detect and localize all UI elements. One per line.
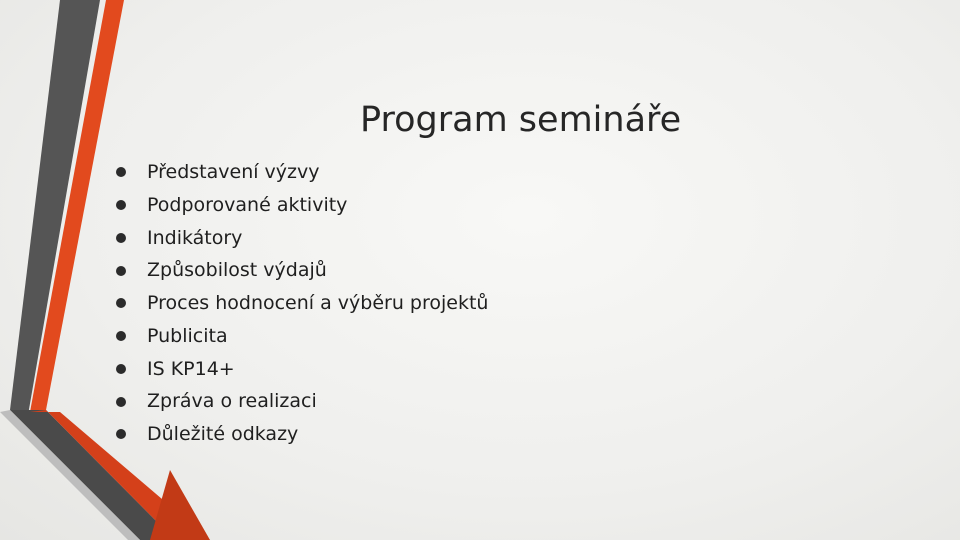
bullet-text: Indikátory bbox=[147, 226, 243, 249]
bullet-text: Proces hodnocení a výběru projektů bbox=[147, 292, 489, 314]
bullet-dot-icon bbox=[116, 429, 126, 439]
bullet-text: Způsobilost výdajů bbox=[147, 259, 327, 282]
bullet-dot-icon bbox=[116, 167, 126, 177]
bullet-dot-icon bbox=[116, 266, 126, 276]
bullet-text: Důležité odkazy bbox=[147, 423, 299, 445]
slide-title: Program semináře bbox=[360, 100, 682, 140]
bullet-dot-icon bbox=[116, 233, 126, 243]
bullet-dot-icon bbox=[116, 200, 126, 210]
bullet-list bbox=[116, 156, 488, 451]
bullet-item bbox=[116, 385, 488, 418]
bullet-dot-icon bbox=[116, 364, 126, 374]
bullet-item bbox=[116, 320, 488, 353]
bullet-dot-icon bbox=[116, 298, 126, 308]
bullet-text: Představení výzvy bbox=[147, 161, 320, 183]
bullet-text: Publicita bbox=[147, 324, 228, 347]
bullet-text: Podporované aktivity bbox=[147, 193, 348, 216]
bullet-item bbox=[116, 418, 488, 451]
bullet-item bbox=[116, 287, 488, 320]
bullet-item bbox=[116, 254, 488, 287]
bullet-item bbox=[116, 222, 488, 255]
bullet-item bbox=[116, 353, 488, 386]
bullet-dot-icon bbox=[116, 331, 126, 341]
bullet-text: IS KP14+ bbox=[147, 357, 235, 380]
bullet-item bbox=[116, 189, 488, 222]
bullet-dot-icon bbox=[116, 397, 126, 407]
bullet-item bbox=[116, 156, 488, 189]
bullet-text: Zpráva o realizaci bbox=[147, 390, 317, 413]
